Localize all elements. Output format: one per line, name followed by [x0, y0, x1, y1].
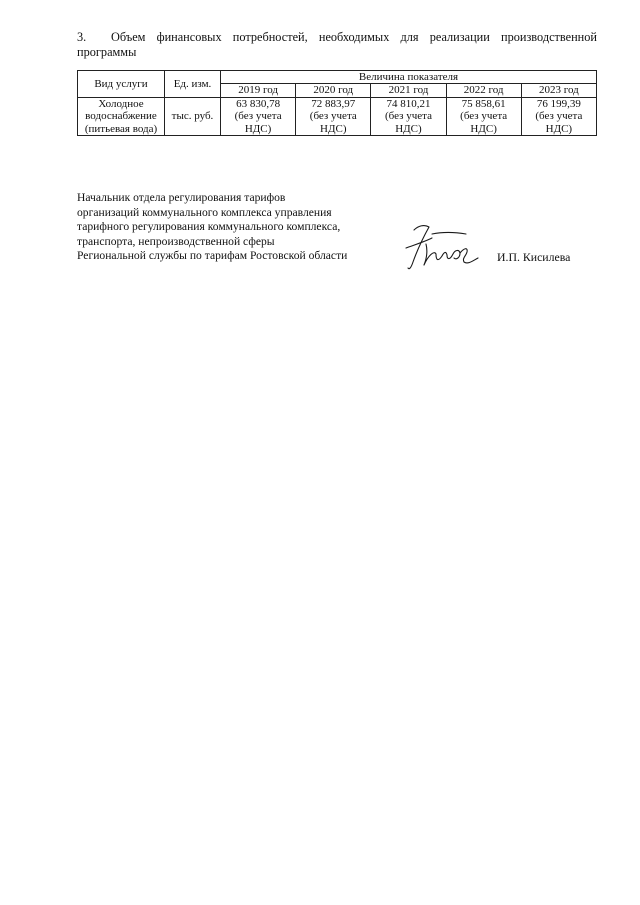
header-year: 2019 год: [221, 84, 296, 97]
value-note: (без учета: [384, 110, 432, 123]
position-line: Начальник отдела регулирования тарифов: [77, 191, 286, 204]
value-note: НДС): [545, 122, 573, 135]
table-header-row: [78, 71, 597, 84]
value-note: (без учета: [234, 110, 282, 123]
value-note: (без учета: [309, 110, 357, 123]
value-amount: 63 830,78: [236, 97, 281, 110]
value-cell: [446, 97, 521, 135]
position-line: организаций коммунального комплекса управления: [77, 205, 332, 219]
service-line: Холодное: [98, 97, 144, 110]
position-line: Региональной службы по тарифам Ростовской области: [77, 249, 348, 263]
signer-name: И.П. Кисилева: [497, 250, 571, 264]
position-line: тарифного регулирования коммунального комплекса,: [77, 220, 341, 234]
value-cell: [221, 97, 296, 135]
handwritten-signature: [402, 218, 482, 272]
value-cell: [371, 97, 446, 135]
service-line: (питьевая вода): [84, 122, 158, 135]
header-indicator: Величина показателя: [221, 71, 597, 84]
section-title: Объем финансовых потребностей, необходимых для реализации производственной программы: [77, 30, 597, 59]
header-year: 2022 год: [446, 84, 521, 97]
service-line: водоснабжение: [85, 110, 157, 123]
value-cell: [521, 97, 596, 135]
value-note: НДС): [244, 122, 272, 135]
value-amount: 75 858,61: [461, 97, 506, 110]
table-row: [78, 97, 597, 135]
header-unit: Ед. изм.: [165, 71, 221, 98]
value-note: (без учета: [460, 110, 508, 123]
financial-needs-table: [77, 70, 597, 136]
value-cell: [296, 97, 371, 135]
value-note: НДС): [395, 122, 422, 135]
header-service: Вид услуги: [78, 71, 165, 98]
header-year: 2020 год: [296, 84, 371, 97]
value-note: НДС): [320, 122, 347, 135]
value-amount: 74 810,21: [386, 97, 431, 110]
value-note: (без учета: [535, 110, 583, 123]
service-cell: [78, 97, 165, 135]
value-amount: 76 199,39: [536, 97, 581, 110]
value-note: НДС): [470, 122, 497, 135]
header-year: 2021 год: [371, 84, 446, 97]
section-number: 3.: [77, 30, 87, 44]
value-amount: 72 883,97: [311, 97, 356, 110]
section-heading: [77, 30, 597, 60]
unit-cell: тыс. руб.: [165, 97, 221, 135]
header-year: 2023 год: [521, 84, 596, 97]
signatory-position: [77, 191, 387, 264]
position-line: транспорта, непроизводственной сферы: [77, 234, 275, 248]
